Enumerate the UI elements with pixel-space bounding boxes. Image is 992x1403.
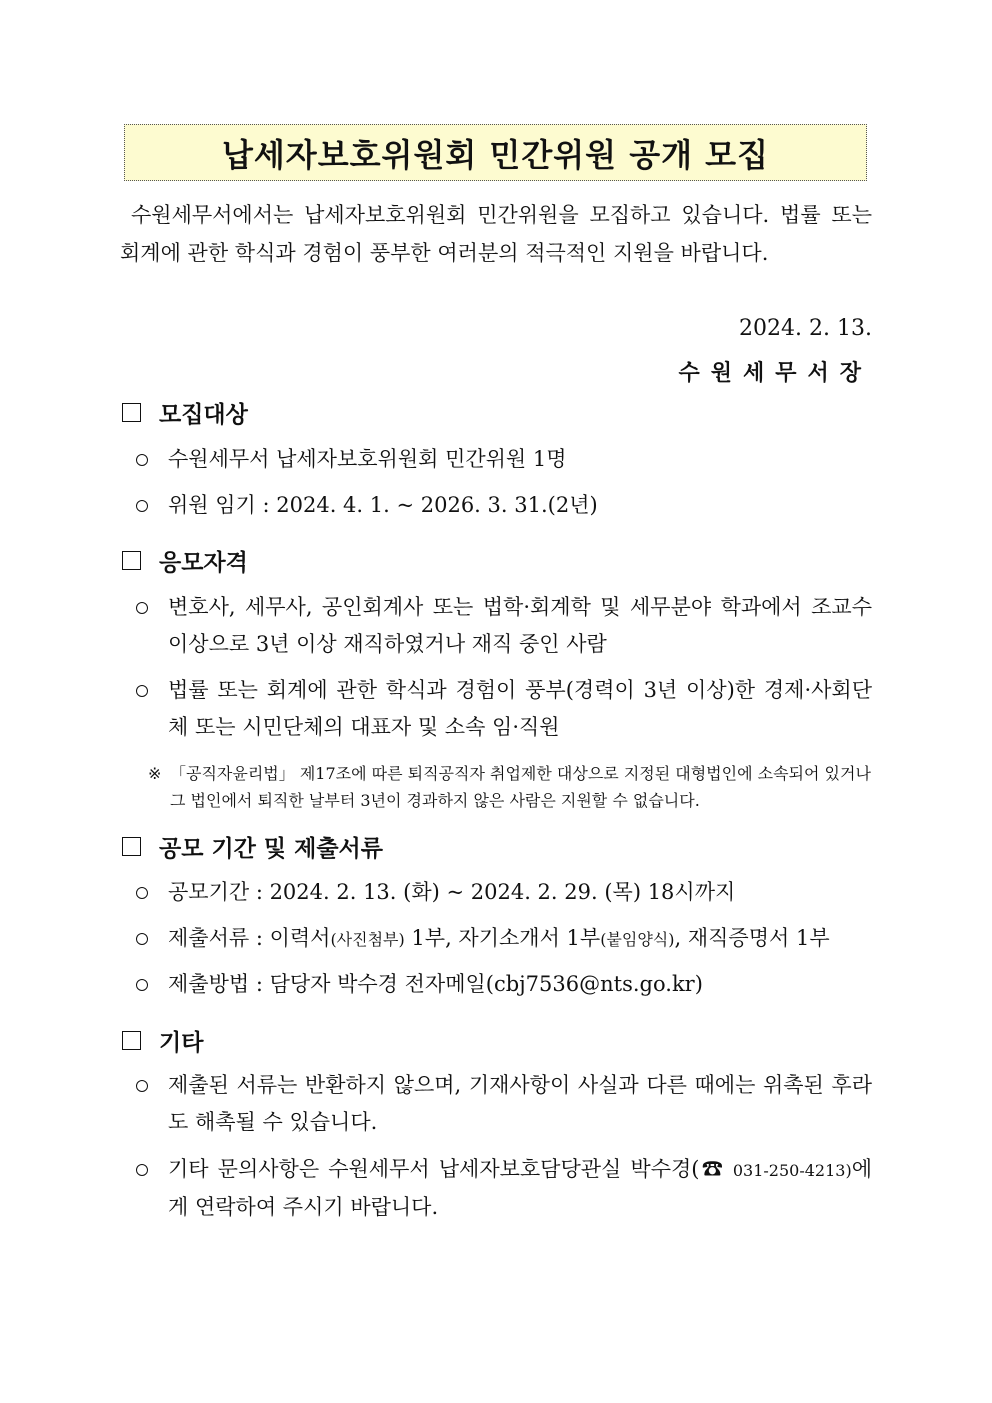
section-heading-label: 응모자격 bbox=[159, 549, 248, 576]
checkbox-icon bbox=[122, 837, 141, 856]
list-item bbox=[136, 487, 872, 524]
list-item bbox=[136, 672, 872, 746]
note-text: 「공직자윤리법」 제17조에 따른 퇴직공직자 취업제한 대상으로 지정된 대형법인에 소속되어 있거나 그 법인에서 퇴직한 날부터 3년이 경과하지 않은 사람은 지원할 수 없습니다. bbox=[170, 764, 871, 810]
list-item bbox=[136, 1067, 872, 1141]
title-box bbox=[124, 124, 867, 181]
bullet-circle-icon bbox=[136, 589, 168, 663]
bullet-circle-icon bbox=[136, 441, 168, 478]
section-qualification-heading bbox=[122, 544, 248, 577]
issuer-name: 수원세무서장 bbox=[678, 360, 872, 386]
section-etc-heading bbox=[122, 1024, 203, 1057]
section-period-heading bbox=[122, 830, 383, 863]
checkbox-icon bbox=[122, 403, 141, 422]
section-heading-label: 공모 기간 및 제출서류 bbox=[159, 835, 383, 862]
list-item-text: 법률 또는 회계에 관한 학식과 경험이 풍부(경력이 3년 이상)한 경제·사회단체 또는 시민단체의 대표자 및 소속 임·직원 bbox=[168, 678, 872, 739]
list-item-text: 공모기간 : 2024. 2. 13. (화) ~ 2024. 2. 29. (목) 18시까지 bbox=[168, 880, 736, 904]
list-item bbox=[136, 920, 872, 958]
list-item-text: 제출방법 : 담당자 박수경 전자메일(cbj7536@nts.go.kr) bbox=[168, 972, 703, 996]
bullet-circle-icon bbox=[136, 874, 168, 911]
list-item-text: 변호사, 세무사, 공인회계사 또는 법학·회계학 및 세무분야 학과에서 조교수 이상으로 3년 이상 재직하였거나 재직 중인 사람 bbox=[168, 595, 872, 656]
list-item-text: 제출서류 : 이력서(사진첨부) 1부, 자기소개서 1부(붙임양식), 재직증명서 1부 bbox=[168, 926, 830, 950]
bullet-circle-icon bbox=[136, 672, 168, 746]
intro-paragraph: 수원세무서에서는 납세자보호위원회 민간위원을 모집하고 있습니다. 법률 또는 회계에 관한 학식과 경험이 풍부한 여러분의 적극적인 지원을 바랍니다. bbox=[120, 203, 872, 265]
list-item bbox=[136, 441, 872, 478]
note-mark: ※ bbox=[148, 764, 162, 783]
bullet-circle-icon bbox=[136, 487, 168, 524]
bullet-circle-icon bbox=[136, 1067, 168, 1141]
phone-icon: ☎ bbox=[699, 1157, 726, 1181]
section-target-heading bbox=[122, 396, 248, 429]
list-item bbox=[136, 1151, 872, 1226]
checkbox-icon bbox=[122, 1031, 141, 1050]
list-item-text: 제출된 서류는 반환하지 않으며, 기재사항이 사실과 다른 때에는 위촉된 후라도 해촉될 수 있습니다. bbox=[168, 1073, 872, 1134]
bullet-circle-icon bbox=[136, 1151, 168, 1226]
list-item bbox=[136, 589, 872, 663]
page-title: 납세자보호위원회 민간위원 공개 모집 bbox=[221, 135, 769, 174]
section-heading-label: 기타 bbox=[159, 1029, 204, 1056]
checkbox-icon bbox=[122, 551, 141, 570]
list-item bbox=[136, 966, 872, 1003]
list-item-text: 위원 임기 : 2024. 4. 1. ~ 2026. 3. 31.(2년) bbox=[168, 493, 598, 517]
bullet-circle-icon bbox=[136, 920, 168, 958]
list-item-text: 수원세무서 납세자보호위원회 민간위원 1명 bbox=[168, 447, 567, 471]
bullet-circle-icon bbox=[136, 966, 168, 1003]
notice-date: 2024. 2. 13. bbox=[739, 316, 872, 341]
qualification-note bbox=[148, 760, 872, 814]
list-item bbox=[136, 874, 872, 911]
section-heading-label: 모집대상 bbox=[159, 401, 248, 428]
list-item-text: 기타 문의사항은 수원세무서 납세자보호담당관실 박수경(☎ 031-250-4213)에게 연락하여 주시기 바랍니다. bbox=[168, 1157, 873, 1219]
